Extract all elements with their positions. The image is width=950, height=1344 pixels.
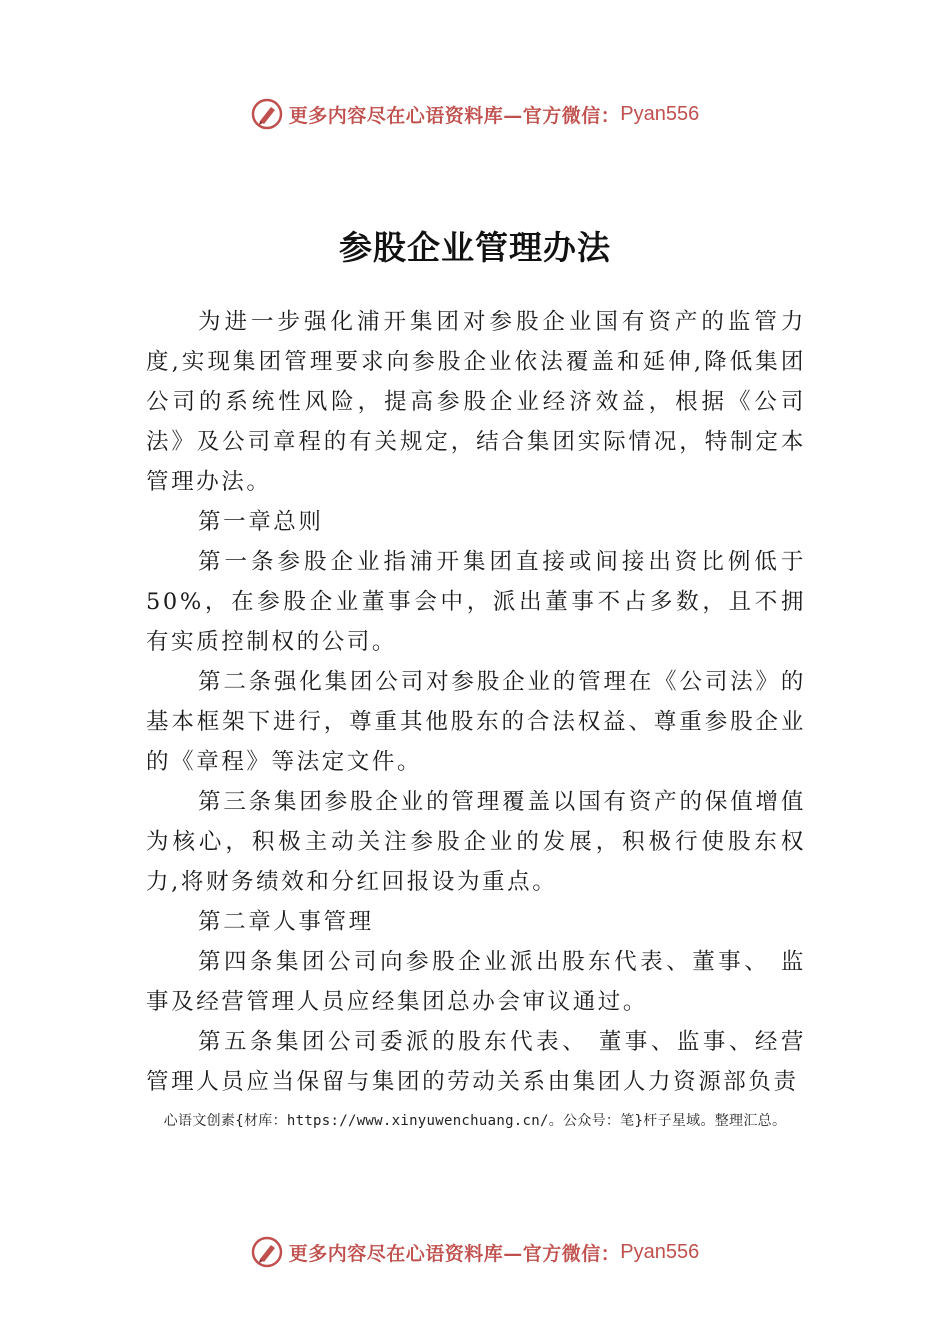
banner-text: 更多内容尽在心语资料库—官方微信： [288,104,621,127]
wechat-id: Pyan556 [620,1240,700,1263]
document-title: 参股企业管理办法 [339,228,611,267]
pen-logo-icon [251,98,283,130]
chapter-heading-1: 第一章总则 [198,509,324,535]
article-4: 第四条集团公司向参股企业派出股东代表、董事、 监事及经营管理人员应经集团总办会审议通过。 [146,949,806,1015]
banner-text: 更多内容尽在心语资料库—官方微信： [288,1242,621,1265]
bottom-banner [0,1232,950,1272]
wechat-id: Pyan556 [620,102,700,125]
paragraph-intro: 为进一步强化浦开集团对参股企业国有资产的监管力度,实现集团管理要求向参股企业依法覆盖和延伸,降低集团公司的系统性风险，提高参股企业经济效益，根据《公司法》及公司章程的有关规定，结合集团实际情况，特制定本管理办法。 [146,309,806,495]
article-3: 第三条集团参股企业的管理覆盖以国有资产的保值增值为核心，积极主动关注参股企业的发展，积极行使股东权力,将财务绩效和分红回报设为重点。 [146,789,806,895]
chapter-heading-2: 第二章人事管理 [198,909,374,935]
footer-note: 心语文创素{材库：https://www.xinyuwenchuang.cn/。公众号：笔}杆子星域。整理汇总。 [163,1113,787,1129]
pen-logo-icon [251,1236,283,1268]
article-5: 第五条集团公司委派的股东代表、 董事、监事、经营管理人员应当保留与集团的劳动关系由集团人力资源部负责 [146,1029,806,1095]
top-banner [0,94,950,134]
article-2: 第二条强化集团公司对参股企业的管理在《公司法》的基本框架下进行，尊重其他股东的合法权益、尊重参股企业的《章程》等法定文件。 [146,669,806,775]
article-1: 第一条参股企业指浦开集团直接或间接出资比例低于50%，在参股企业董事会中，派出董事不占多数，且不拥有实质控制权的公司。 [146,549,806,655]
document-body [146,302,806,1102]
